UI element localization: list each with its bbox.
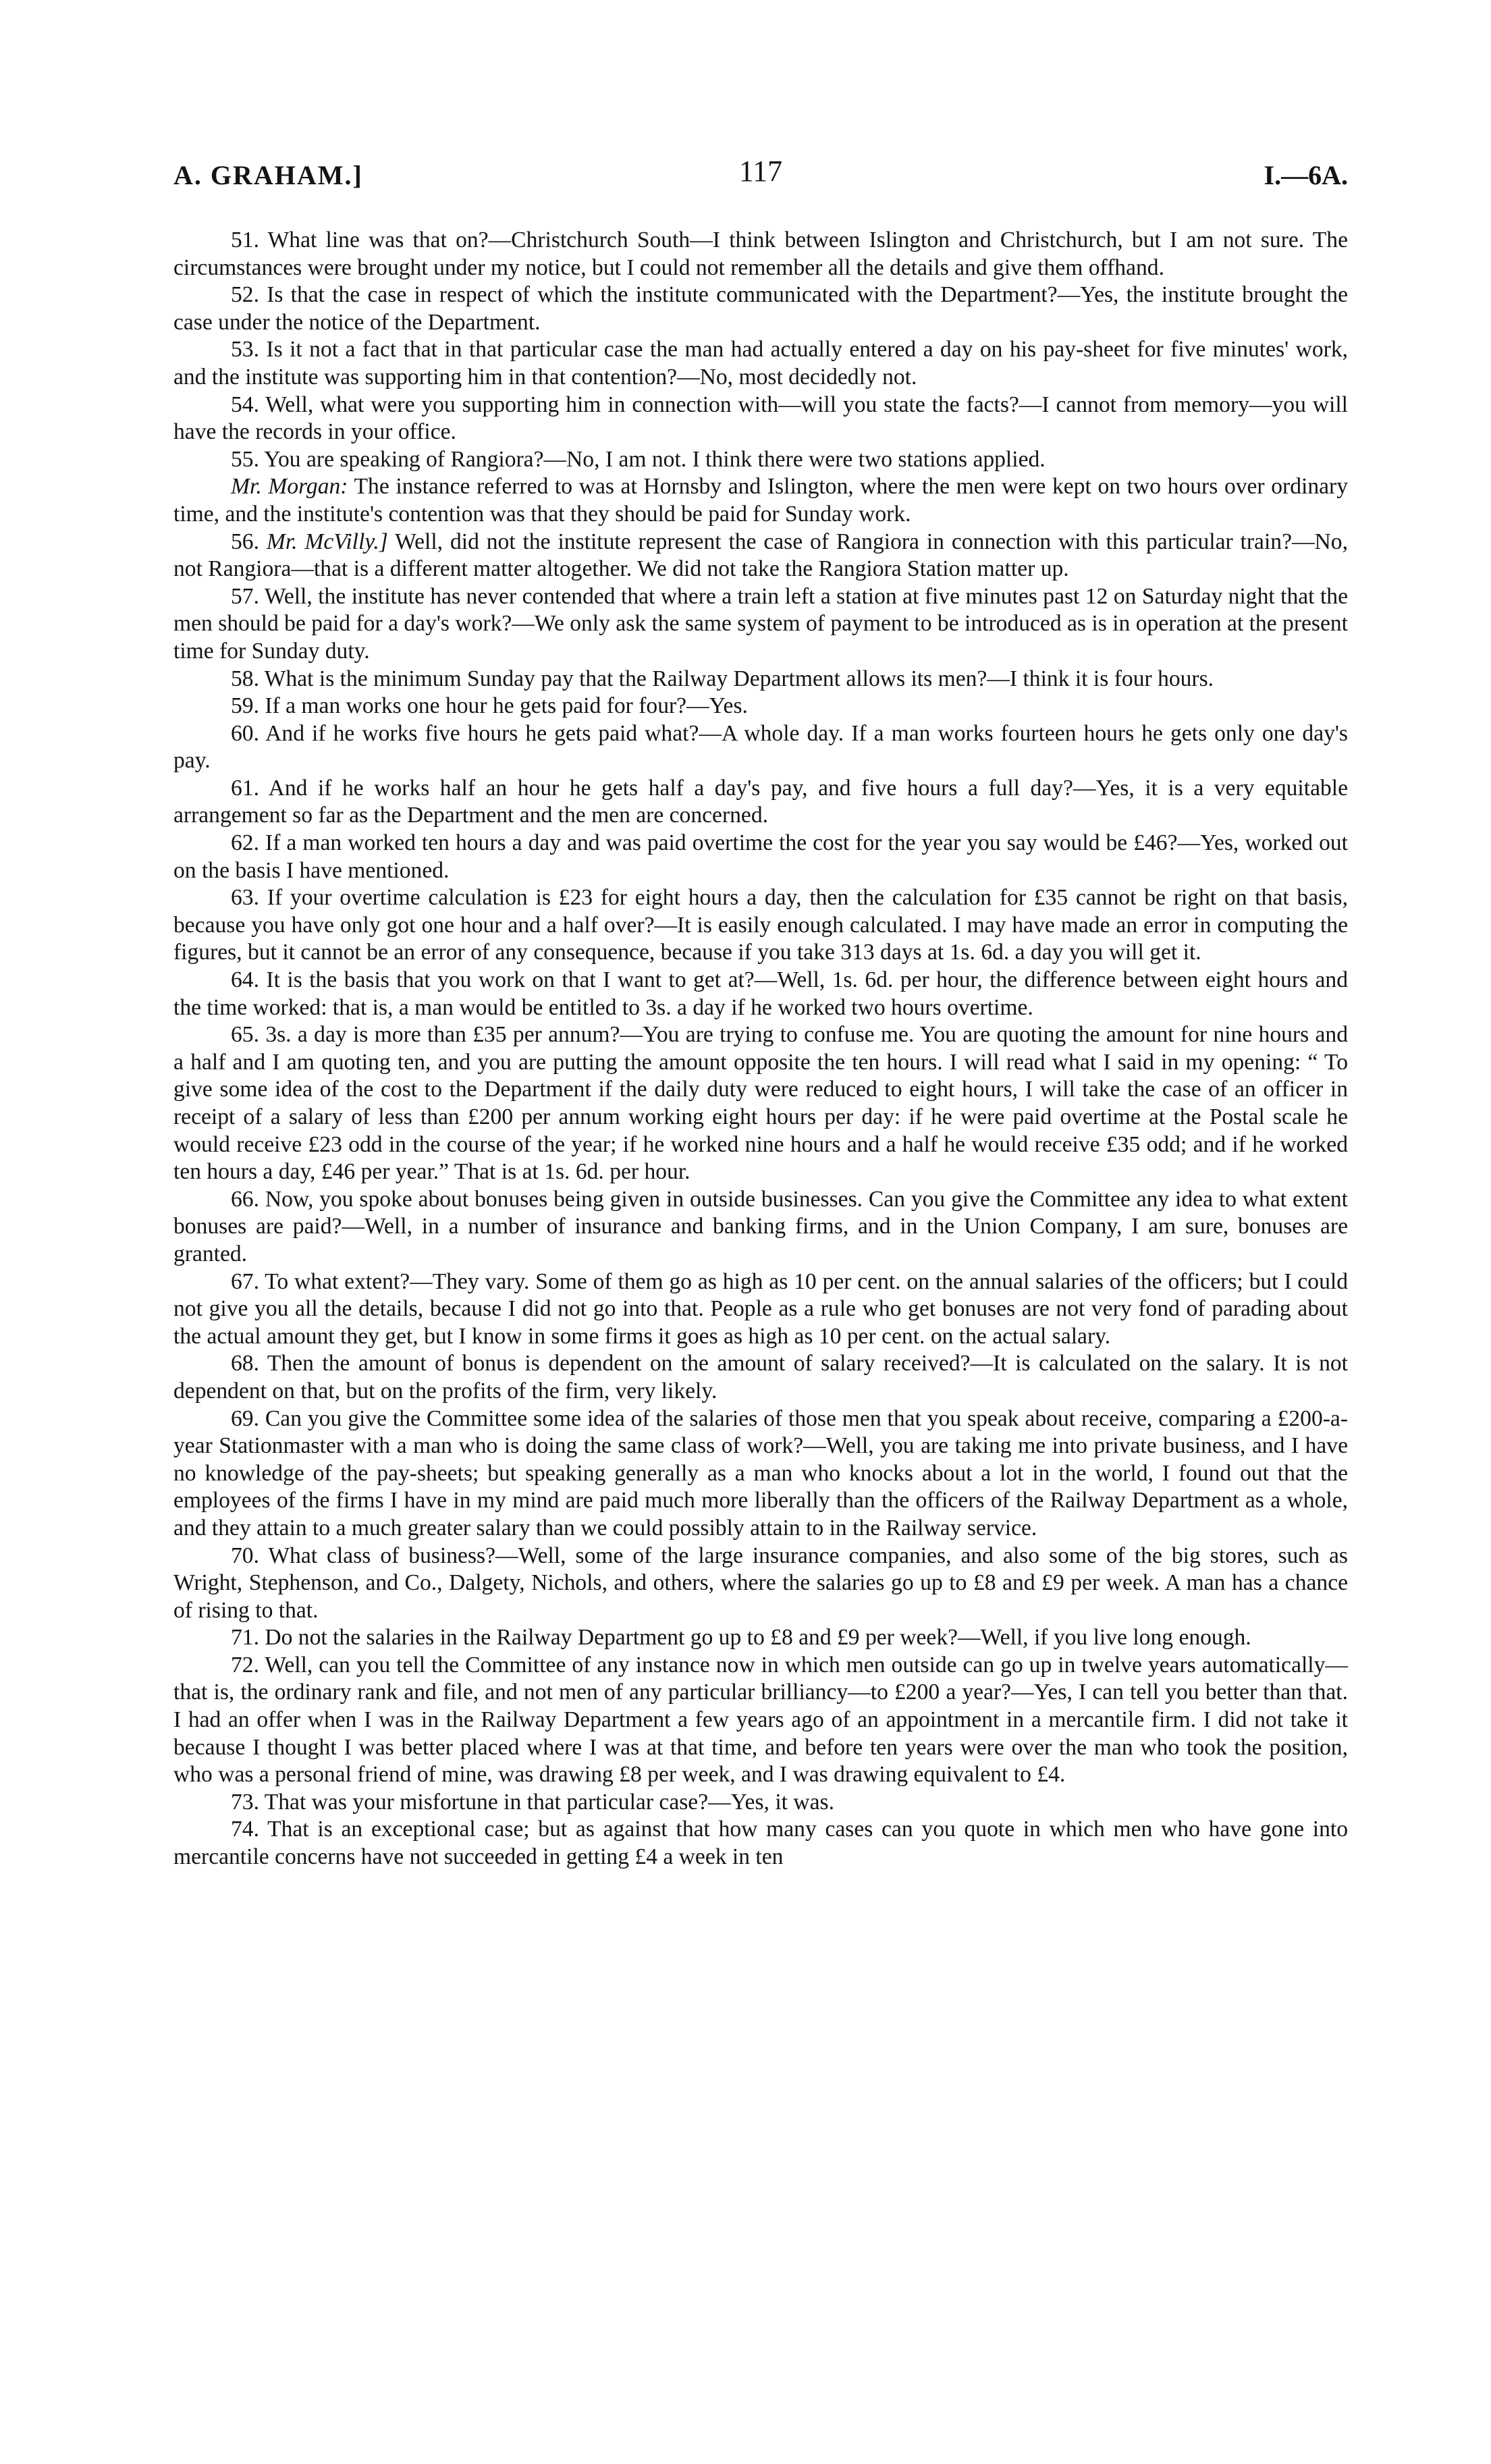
paragraph-63: 63. If your overtime calculation is £23 for eight hours a day, then the calculation for £35 cannot be right on that basis, because you have only got one hour and a half over?—It is easily enough calculated. I may have made an error in computing the figures, but it cannot be an error of any consequence, because if you take 313 days at 1s. 6d. a day you will get it.: [173, 885, 1348, 965]
speaker-name: Mr. McVilly.]: [266, 529, 388, 554]
paragraph-65: 65. 3s. a day is more than £35 per annum?—You are trying to confuse me. You are quoting the amount for nine hours and a half and I am quoting ten, and you are putting the amount opposite the ten hours. I will read what I said in my opening: “ To give some idea of the cost to the Department if the daily duty were reduced to eight hours, I will take the case of an officer in receipt of a salary of less than £200 per annum working eight hours per day: if he were paid overtime at the Postal scale he would receive £23 odd in the course of the year; if he worked nine hours and a half he would receive £35 odd; and if he worked ten hours a day, £46 per year.” That is at 1s. 6d. per hour.: [173, 1022, 1348, 1185]
paragraph-70: 70. What class of business?—Well, some of the large insurance companies, and also some of the big stores, such as Wright, Stephenson, and Co., Dalgety, Nichols, and others, where the salaries go up to £8 and £9 per week. A man has a chance of rising to that.: [173, 1543, 1348, 1623]
paragraph-74: 74. That is an exceptional case; but as against that how many cases can you quote in which men who have gone into mercantile concerns have not succeeded in getting £4 a week in ten: [173, 1817, 1348, 1870]
page-body: [173, 227, 1348, 1871]
paragraph-64: 64. It is the basis that you work on that I want to get at?—Well, 1s. 6d. per hour, the difference between eight hours and the time worked: that is, a man would be entitled to 3s. a day if he worked two hours overtime.: [173, 967, 1348, 1020]
speaker-name: Mr. Morgan:: [231, 474, 348, 500]
header-paper-reference: I.—6A.: [1264, 160, 1348, 190]
paragraph-58: 58. What is the minimum Sunday pay that the Railway Department allows its men?—I think it is four hours.: [231, 666, 1214, 691]
paragraph-68: 68. Then the amount of bonus is dependent on the amount of salary received?—It is calculated on the salary. It is not dependent on that, but on the profits of the firm, very likely.: [173, 1351, 1348, 1403]
paragraph-71: 71. Do not the salaries in the Railway Department go up to £8 and £9 per week?—Well, if you live long enough.: [231, 1625, 1251, 1651]
paragraph-73: 73. That was your misfortune in that particular case?—Yes, it was.: [231, 1789, 834, 1815]
header-witness-name: A. GRAHAM.]: [173, 160, 363, 190]
paragraph-51: 51. What line was that on?—Christchurch South—I think between Islington and Christchurch, but I am not sure. The circumstances were brought under my notice, but I could not remember all the details and give them offhand.: [173, 227, 1348, 280]
paragraph-60: 60. And if he works five hours he gets paid what?—A whole day. If a man works fourteen hours he gets only one day's pay.: [173, 720, 1348, 774]
paragraph-54: 54. Well, what were you supporting him in connection with—will you state the facts?—I cannot from memory—you will have the records in your office.: [173, 392, 1348, 445]
paragraph-62: 62. If a man worked ten hours a day and was paid overtime the cost for the year you say would be £46?—Yes, worked out on the basis I have mentioned.: [173, 830, 1348, 883]
paragraph-morgan: Mr. Morgan: The instance referred to was at Hornsby and Islington, where the men were kept on two hours over ordinary time, and the institute's contention was that they should be paid for Sunday work.: [173, 474, 1349, 527]
paragraph-61: 61. And if he works half an hour he gets half a day's pay, and five hours a full day?—Yes, it is a very equitable arrangement so far as the Department and the men are concerned.: [173, 775, 1348, 828]
header-page-number: 117: [738, 155, 783, 188]
paragraph-67: 67. To what extent?—They vary. Some of them go as high as 10 per cent. on the annual salaries of the officers; but I could not give you all the details, because I did not go into that. People as a rule who get bonuses are not very fond of parading about the actual amount they get, but I know in some firms it goes as high as 10 per cent. on the actual salary.: [173, 1268, 1348, 1349]
paragraph-52: 52. Is that the case in respect of which the institute communicated with the Department?—Yes, the institute brought the case under the notice of the Department.: [173, 282, 1348, 335]
page-header: [173, 154, 1348, 201]
paragraph-56: 56. Mr. McVilly.] Well, did not the institute represent the case of Rangiora in connection with this particular train?—No, not Rangiora—that is a different matter altogether. We did not take the Rangiora Station matter up.: [173, 529, 1348, 582]
paragraph-66: 66. Now, you spoke about bonuses being given in outside businesses. Can you give the Committee any idea to what extent bonuses are paid?—Well, in a number of insurance and banking firms, and in the Union Company, I am sure, bonuses are granted.: [173, 1186, 1348, 1266]
paragraph-53: 53. Is it not a fact that in that particular case the man had actually entered a day on his pay-sheet for five minutes' work, and the institute was supporting him in that contention?—No, most decidedly not.: [173, 337, 1348, 390]
paragraph-69: 69. Can you give the Committee some idea of the salaries of those men that you speak about receive, comparing a £200-a-year Stationmaster with a man who is doing the same class of work?—Well, you are taking me into private business, and I have no knowledge of the pay-sheets; but speaking generally as a man who knocks about a lot in the world, I found out that the employees of the firms I have in my mind are paid much more liberally than the officers of the Railway Department as a whole, and they attain to a much greater salary than we could possibly attain to in the Railway service.: [173, 1405, 1348, 1541]
paragraph-72: 72. Well, can you tell the Committee of any instance now in which men outside can go up in twelve years automatically—that is, the ordinary rank and file, and not men of any particular brilliancy—to £200 a year?—Yes, I can tell you better than that. I had an offer when I was in the Railway Department a few years ago of an appointment in a mercantile firm. I did not take it because I thought I was better placed where I was at that time, and before ten years were over the man who took the position, who was a personal friend of mine, was drawing £8 per week, and I was drawing equivalent to £4.: [173, 1652, 1348, 1788]
paragraph-55: 55. You are speaking of Rangiora?—No, I am not. I think there were two stations applied.: [231, 446, 1046, 472]
paragraph-59: 59. If a man works one hour he gets paid for four?—Yes.: [231, 693, 748, 719]
paragraph-57: 57. Well, the institute has never contended that where a train left a station at five minutes past 12 on Saturday night that the men should be paid for a day's work?—We only ask the same system of payment to be introduced as is in operation at the present time for Sunday duty.: [173, 583, 1348, 664]
